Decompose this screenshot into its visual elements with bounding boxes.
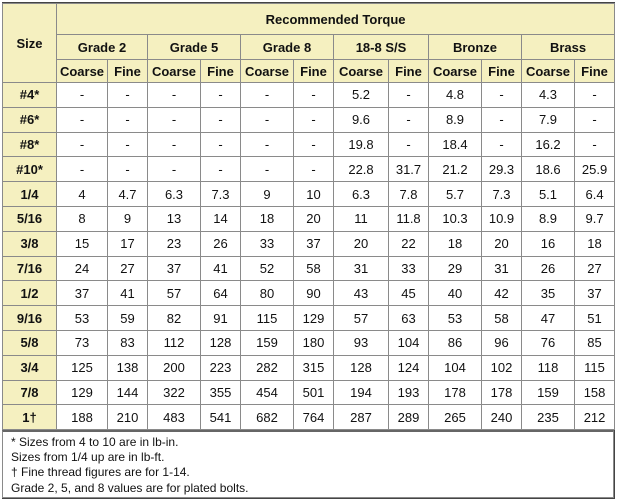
torque-value: 11 <box>334 206 389 231</box>
torque-value: - <box>148 107 201 132</box>
torque-value: 80 <box>241 281 294 306</box>
torque-value: - <box>57 107 108 132</box>
torque-value: 158 <box>575 380 615 405</box>
torque-value: 265 <box>429 405 482 430</box>
grade-header: 18-8 S/S <box>334 35 429 60</box>
size-label: 7/8 <box>3 380 57 405</box>
torque-value: 5.1 <box>522 182 575 207</box>
coarse-header: Coarse <box>522 60 575 83</box>
torque-value: - <box>241 107 294 132</box>
table-row <box>3 206 615 231</box>
torque-value: - <box>294 107 334 132</box>
torque-value: - <box>201 83 241 108</box>
torque-value: 289 <box>389 405 429 430</box>
coarse-header: Coarse <box>429 60 482 83</box>
torque-value: 93 <box>334 330 389 355</box>
size-label: 3/8 <box>3 231 57 256</box>
torque-value: 138 <box>108 355 148 380</box>
size-label: #8* <box>3 132 57 157</box>
torque-value: 159 <box>522 380 575 405</box>
torque-value: - <box>148 83 201 108</box>
torque-value: 15 <box>57 231 108 256</box>
table-row <box>3 182 615 207</box>
size-label: 5/8 <box>3 330 57 355</box>
torque-value: 26 <box>522 256 575 281</box>
torque-value: - <box>482 83 522 108</box>
torque-value: 7.3 <box>201 182 241 207</box>
torque-value: 45 <box>389 281 429 306</box>
torque-value: - <box>108 157 148 182</box>
table-row <box>3 132 615 157</box>
torque-value: 20 <box>294 206 334 231</box>
torque-value: 42 <box>482 281 522 306</box>
table-body <box>3 83 615 430</box>
torque-value: 23 <box>148 231 201 256</box>
fine-header: Fine <box>201 60 241 83</box>
torque-value: 125 <box>57 355 108 380</box>
torque-value: 90 <box>294 281 334 306</box>
torque-value: 104 <box>429 355 482 380</box>
footnote-4: Grade 2, 5, and 8 values are for plated bolts. <box>11 480 249 495</box>
torque-value: - <box>201 132 241 157</box>
torque-value: 33 <box>241 231 294 256</box>
torque-value: 188 <box>57 405 108 430</box>
coarse-header: Coarse <box>57 60 108 83</box>
torque-value: - <box>57 157 108 182</box>
torque-value: 4.7 <box>108 182 148 207</box>
torque-value: 40 <box>429 281 482 306</box>
torque-value: - <box>108 83 148 108</box>
torque-value: 63 <box>389 306 429 331</box>
torque-value: 18 <box>241 206 294 231</box>
torque-value: 31 <box>482 256 522 281</box>
torque-value: 37 <box>57 281 108 306</box>
table-row <box>3 157 615 182</box>
torque-value: 118 <box>522 355 575 380</box>
torque-value: 355 <box>201 380 241 405</box>
torque-value: 16 <box>522 231 575 256</box>
torque-value: 59 <box>108 306 148 331</box>
footnote-1: * Sizes from 4 to 10 are in lb-in. <box>11 435 179 449</box>
torque-value: - <box>148 157 201 182</box>
torque-value: 14 <box>201 206 241 231</box>
torque-value: 18 <box>429 231 482 256</box>
torque-value: - <box>482 107 522 132</box>
torque-value: - <box>241 157 294 182</box>
table-row <box>3 281 615 306</box>
grade-header: Bronze <box>429 35 522 60</box>
torque-table <box>2 3 615 430</box>
torque-value: 35 <box>522 281 575 306</box>
torque-value: 5.2 <box>334 83 389 108</box>
torque-value: 58 <box>482 306 522 331</box>
torque-value: 180 <box>294 330 334 355</box>
torque-value: - <box>575 107 615 132</box>
footnotes <box>2 430 614 498</box>
table-row <box>3 306 615 331</box>
size-label: 1/2 <box>3 281 57 306</box>
torque-value: 73 <box>57 330 108 355</box>
torque-value: 287 <box>334 405 389 430</box>
torque-value: 6.4 <box>575 182 615 207</box>
torque-value: 24 <box>57 256 108 281</box>
torque-value: 27 <box>108 256 148 281</box>
table-row <box>3 380 615 405</box>
torque-value: - <box>148 132 201 157</box>
torque-value: - <box>294 132 334 157</box>
torque-value: - <box>241 83 294 108</box>
torque-value: 10 <box>294 182 334 207</box>
torque-value: 58 <box>294 256 334 281</box>
torque-value: 129 <box>294 306 334 331</box>
torque-value: 53 <box>429 306 482 331</box>
fine-header: Fine <box>575 60 615 83</box>
torque-value: - <box>389 107 429 132</box>
fine-header: Fine <box>294 60 334 83</box>
torque-value: 178 <box>482 380 522 405</box>
torque-value: - <box>294 157 334 182</box>
size-label: 3/4 <box>3 355 57 380</box>
fine-header: Fine <box>482 60 522 83</box>
torque-value: - <box>108 107 148 132</box>
size-label: 1† <box>3 405 57 430</box>
torque-value: - <box>575 132 615 157</box>
torque-value: 9.7 <box>575 206 615 231</box>
torque-value: - <box>389 132 429 157</box>
coarse-header: Coarse <box>241 60 294 83</box>
torque-value: 112 <box>148 330 201 355</box>
torque-value: 322 <box>148 380 201 405</box>
torque-value: 37 <box>148 256 201 281</box>
torque-value: 104 <box>389 330 429 355</box>
torque-value: 159 <box>241 330 294 355</box>
torque-value: 115 <box>241 306 294 331</box>
torque-value: - <box>57 83 108 108</box>
torque-value: 128 <box>201 330 241 355</box>
torque-value: 13 <box>148 206 201 231</box>
torque-value: 9 <box>241 182 294 207</box>
torque-value: - <box>389 83 429 108</box>
torque-value: - <box>57 132 108 157</box>
table-row <box>3 83 615 108</box>
table-row <box>3 231 615 256</box>
torque-value: 315 <box>294 355 334 380</box>
size-label: 1/4 <box>3 182 57 207</box>
torque-value: 4.3 <box>522 83 575 108</box>
torque-value: 8.9 <box>429 107 482 132</box>
torque-value: 37 <box>575 281 615 306</box>
torque-value: 223 <box>201 355 241 380</box>
torque-value: 282 <box>241 355 294 380</box>
torque-value: 29 <box>429 256 482 281</box>
torque-value: 18.4 <box>429 132 482 157</box>
torque-value: 64 <box>201 281 241 306</box>
torque-value: 124 <box>389 355 429 380</box>
grade-header: Brass <box>522 35 615 60</box>
torque-value: 20 <box>334 231 389 256</box>
size-label: #6* <box>3 107 57 132</box>
size-label: 7/16 <box>3 256 57 281</box>
footnote-3: † Fine thread figures are for 1-14. <box>11 465 190 480</box>
torque-value: 454 <box>241 380 294 405</box>
torque-value: - <box>108 132 148 157</box>
torque-value: 85 <box>575 330 615 355</box>
table-row <box>3 330 615 355</box>
torque-value: 96 <box>482 330 522 355</box>
torque-value: 41 <box>201 256 241 281</box>
torque-value: 128 <box>334 355 389 380</box>
torque-value: 235 <box>522 405 575 430</box>
torque-value: 22.8 <box>334 157 389 182</box>
torque-value: 7.3 <box>482 182 522 207</box>
torque-value: - <box>294 83 334 108</box>
torque-value: 18.6 <box>522 157 575 182</box>
torque-value: 10.3 <box>429 206 482 231</box>
torque-value: 194 <box>334 380 389 405</box>
torque-value: 22 <box>389 231 429 256</box>
torque-value: 200 <box>148 355 201 380</box>
torque-value: 9.6 <box>334 107 389 132</box>
torque-value: 240 <box>482 405 522 430</box>
torque-value: 4 <box>57 182 108 207</box>
torque-value: 27 <box>575 256 615 281</box>
torque-value: 33 <box>389 256 429 281</box>
torque-value: 483 <box>148 405 201 430</box>
torque-value: 57 <box>148 281 201 306</box>
torque-value: 541 <box>201 405 241 430</box>
table-row <box>3 256 615 281</box>
torque-value: 212 <box>575 405 615 430</box>
torque-value: 6.3 <box>148 182 201 207</box>
torque-value: 18 <box>575 231 615 256</box>
table-row <box>3 107 615 132</box>
torque-value: 17 <box>108 231 148 256</box>
torque-value: 26 <box>201 231 241 256</box>
coarse-header: Coarse <box>334 60 389 83</box>
torque-value: 501 <box>294 380 334 405</box>
torque-value: 19.8 <box>334 132 389 157</box>
torque-value: - <box>482 132 522 157</box>
table-title: Recommended Torque <box>57 4 615 35</box>
grade-header: Grade 8 <box>241 35 334 60</box>
torque-value: 20 <box>482 231 522 256</box>
torque-value: 31 <box>334 256 389 281</box>
footnote-2: Sizes from 1/4 up are in lb-ft. <box>11 450 165 465</box>
torque-value: 129 <box>57 380 108 405</box>
torque-value: 43 <box>334 281 389 306</box>
torque-value: 86 <box>429 330 482 355</box>
torque-value: 8.9 <box>522 206 575 231</box>
size-label: 9/16 <box>3 306 57 331</box>
torque-value: 4.8 <box>429 83 482 108</box>
torque-value: 144 <box>108 380 148 405</box>
torque-value: 682 <box>241 405 294 430</box>
torque-value: 16.2 <box>522 132 575 157</box>
torque-value: 82 <box>148 306 201 331</box>
fine-header: Fine <box>389 60 429 83</box>
torque-value: 9 <box>108 206 148 231</box>
torque-value: 21.2 <box>429 157 482 182</box>
torque-value: - <box>201 107 241 132</box>
torque-value: 764 <box>294 405 334 430</box>
torque-value: 91 <box>201 306 241 331</box>
torque-value: - <box>575 83 615 108</box>
torque-value: 6.3 <box>334 182 389 207</box>
torque-value: 8 <box>57 206 108 231</box>
grade-header: Grade 2 <box>57 35 148 60</box>
torque-value: 37 <box>294 231 334 256</box>
torque-value: 193 <box>389 380 429 405</box>
coarse-header: Coarse <box>148 60 201 83</box>
subheader-row <box>3 60 615 83</box>
torque-value: 178 <box>429 380 482 405</box>
torque-value: 53 <box>57 306 108 331</box>
torque-value: 52 <box>241 256 294 281</box>
torque-value: - <box>201 157 241 182</box>
size-label: #4* <box>3 83 57 108</box>
torque-value: 11.8 <box>389 206 429 231</box>
torque-value: 41 <box>108 281 148 306</box>
grade-header: Grade 5 <box>148 35 241 60</box>
torque-value: 47 <box>522 306 575 331</box>
torque-value: 76 <box>522 330 575 355</box>
table-row <box>3 355 615 380</box>
torque-value: 57 <box>334 306 389 331</box>
size-header: Size <box>3 4 57 83</box>
torque-value: - <box>241 132 294 157</box>
torque-value: 25.9 <box>575 157 615 182</box>
size-label: 5/16 <box>3 206 57 231</box>
torque-value: 31.7 <box>389 157 429 182</box>
torque-value: 51 <box>575 306 615 331</box>
torque-value: 7.8 <box>389 182 429 207</box>
torque-value: 7.9 <box>522 107 575 132</box>
fine-header: Fine <box>108 60 148 83</box>
torque-value: 102 <box>482 355 522 380</box>
torque-value: 83 <box>108 330 148 355</box>
grade-header-row <box>3 35 615 60</box>
torque-value: 115 <box>575 355 615 380</box>
table-row <box>3 405 615 430</box>
torque-value: 210 <box>108 405 148 430</box>
torque-value: 29.3 <box>482 157 522 182</box>
size-label: #10* <box>3 157 57 182</box>
torque-value: 10.9 <box>482 206 522 231</box>
torque-value: 5.7 <box>429 182 482 207</box>
